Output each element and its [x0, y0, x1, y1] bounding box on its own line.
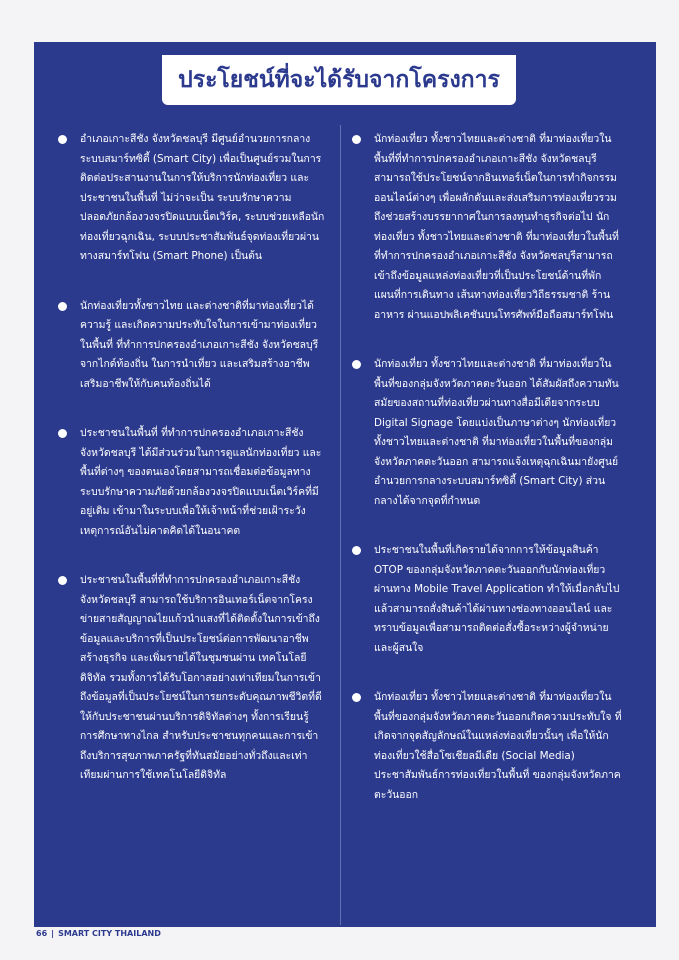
- list-item: [352, 130, 624, 325]
- list-item: [352, 688, 624, 805]
- bullet-icon: [58, 429, 67, 438]
- column-divider: [340, 125, 341, 925]
- list-item-text: ประชาชนในพื้นที่ที่ทำการปกครองอำเภอเกาะสีชัง จังหวัดชลบุรี สามารถใช้บริการอินเทอร์เน็ตจากโครงข่ายสายสัญญาณไยแก้วนำแสงที่ได้ติดตั้งในการเข้าถึงข้อมูลและบริการที่เป็นประโยชน์ต่อการพัฒนาอาชีพ สร้างธุรกิจ และเพิ่มรายได้ในชุมชนผ่าน เทคโนโลยีดิจิทัล รวมทั้งการได้รับโอกาสอย่างเท่าเทียมในการเข้าถึงข้อมูลที่เป็นประโยชน์ในการยกระดับคุณภาพชีวิตที่ดีให้กับประชาชนผ่านบริการดิจิทัลต่างๆ ทั้งการเรียนรู้ การศึกษาทางไกล สำหรับประชาชนทุกคนและการเข้าถึงบริการสุขภาพภาครัฐที่ทันสมัยอย่างทั่วถึงและเท่าเทียมผ่านการใช้เทคโนโลยีดิจิทัล: [80, 574, 322, 781]
- list-item-text: นักท่องเที่ยว ทั้งชาวไทยและต่างชาติ ที่มาท่องเที่ยวในพื้นที่ของกลุ่มจังหวัดภาคตะวันออก ได้สัมผัสถึงความทันสมัยของสถานที่ท่องเที่ยวผ่านทางสื่อมีเดียจากระบบ Digital Signage โดยแบ่งเป็นภาษาต่างๆ นักท่องเที่ยว ทั้งชาวไทยและต่างชาติ ที่มาท่องเที่ยวในพื้นที่ของกลุ่มจังหวัดภาคตะวันออก สามารถแจ้งเหตุฉุกเฉินมายังศูนย์อำนวยการกลางระบบสมาร์ทซิตี้ (Smart City) ส่วนกลางได้จากจุดที่กำหนด: [374, 358, 619, 507]
- list-item: [58, 571, 326, 786]
- bullet-icon: [58, 302, 67, 311]
- page-footer: [36, 929, 161, 938]
- list-item-text: ประชาชนในพื้นที่เกิดรายได้จากการให้ข้อมูลสินค้า OTOP ของกลุ่มจังหวัดภาคตะวันออกกับนักท่องเที่ยวผ่านทาง Mobile Travel Application ทำให้เมื่อกลับไปแล้วสามารถสั่งสินค้าได้ผ่านทางช่องทางออนไลน์ และทราบข้อมูลเพื่อสามารถติดต่อสั่งซื้อระหว่างผู้จำหน่ายและผู้สนใจ: [374, 544, 620, 654]
- bullet-icon: [352, 135, 361, 144]
- bullet-icon: [352, 693, 361, 702]
- footer-separator: |: [51, 929, 55, 938]
- right-column: [352, 130, 624, 835]
- list-item-text: นักท่องเที่ยว ทั้งชาวไทยและต่างชาติ ที่มาท่องเที่ยวในพื้นที่ของกลุ่มจังหวัดภาคตะวันออกเกิดความประทับใจ ที่เกิดจากจุดสัญลักษณ์ในแหล่งท่องเที่ยวนั้นๆ เพื่อให้นักท่องเที่ยวใช้สื่อโซเชียลมีเดีย (Social Media) ประชาสัมพันธ์การท่องเที่ยวในพื้นที่ ของกลุ่มจังหวัดภาคตะวันออก: [374, 691, 622, 801]
- bullet-icon: [352, 546, 361, 555]
- list-item: [352, 355, 624, 511]
- list-item: [58, 130, 326, 267]
- list-item-text: นักท่องเที่ยวทั้งชาวไทย และต่างชาติที่มาท่องเที่ยวได้ความรู้ และเกิดความประทับใจในการเข้ามาท่องเที่ยวในพื้นที่ ที่ทำการปกครองอำเภอเกาะสีชัง จังหวัดชลบุรี จากไกด์ท้องถิ่น ในการนำเที่ยว และเสริมสร้างอาชีพเสริมอาชีพให้กับคนท้องถิ่นได้: [80, 299, 319, 390]
- list-item: [58, 297, 326, 395]
- page-title: ประโยชน์ที่จะได้รับจากโครงการ: [178, 67, 500, 93]
- bullet-icon: [58, 576, 67, 585]
- left-column: [58, 130, 326, 816]
- list-item-text: นักท่องเที่ยว ทั้งชาวไทยและต่างชาติ ที่มาท่องเที่ยวในพื้นที่ที่ทำการปกครองอำเภอเกาะสีชัง จังหวัดชลบุรีสามารถใช้ประโยชน์จากอินเทอร์เน็ตในการทำกิจกรรมออนไลน์ต่างๆ เพื่อผลักดันและส่งเสริมการท่องเที่ยวรวมถึงช่วยสร้างบรรยากาศในการลงทุนทำธุรกิจต่อไป นักท่องเที่ยว ทั้งชาวไทยและต่างชาติ ที่มาท่องเที่ยวในพื้นที่ที่ทำการปกครองอำเภอเกาะสีชัง จังหวัดชลบุรีสามารถเข้าถึงข้อมูลแหล่งท่องเที่ยวที่เป็นประโยชน์ด้านที่พัก แผนที่การเดินทาง เส้นทางท่องเที่ยววิถีธรรมชาติ ร้านอาหาร ผ่านแอปพลิเคชันบนโทรศัพท์มือถือสมาร์ทโฟน: [374, 133, 619, 321]
- list-item: [352, 541, 624, 658]
- list-item-text: ประชาชนในพื้นที่ ที่ทำการปกครองอำเภอเกาะสีชัง จังหวัดชลบุรี ได้มีส่วนร่วมในการดูแลนักท่องเที่ยว และพื้นที่ต่างๆ ของตนเองโดยสามารถเชื่อมต่อข้อมูลทางระบบรักษาความภัยด้วยกล้องวงจรปิดแบบเน็ตเวิร์คที่มีอยู่เดิม เข้ามาในระบบเพื่อให้เจ้าหน้าที่ช่วยเฝ้าระวังเหตุการณ์อันไม่คาดคิดได้ในอนาคต: [80, 427, 322, 537]
- bullet-icon: [58, 135, 67, 144]
- bullet-icon: [352, 360, 361, 369]
- title-banner: [162, 55, 516, 105]
- list-item-text: อำเภอเกาะสีชัง จังหวัดชลบุรี มีศูนย์อำนวยการกลางระบบสมาร์ทซิตี้ (Smart City) เพื่อเป็นศูนย์รวมในการติดต่อประสานงานในการให้บริการนักท่องเที่ยว และประชาชนในพื้นที่ ไม่ว่าจะเป็น ระบบรักษาความปลอดภัยกล้องวงจรปิดแบบเน็ตเวิร์ค, ระบบช่วยเหลือนักท่องเที่ยวฉุกเฉิน, ระบบประชาสัมพันธ์จุดท่องเที่ยวผ่านทางสมาร์ทโฟน (Smart Phone) เป็นต้น: [80, 133, 325, 262]
- magazine-name: SMART CITY THAILAND: [58, 929, 161, 938]
- list-item: [58, 424, 326, 541]
- page-number: 66: [36, 929, 48, 938]
